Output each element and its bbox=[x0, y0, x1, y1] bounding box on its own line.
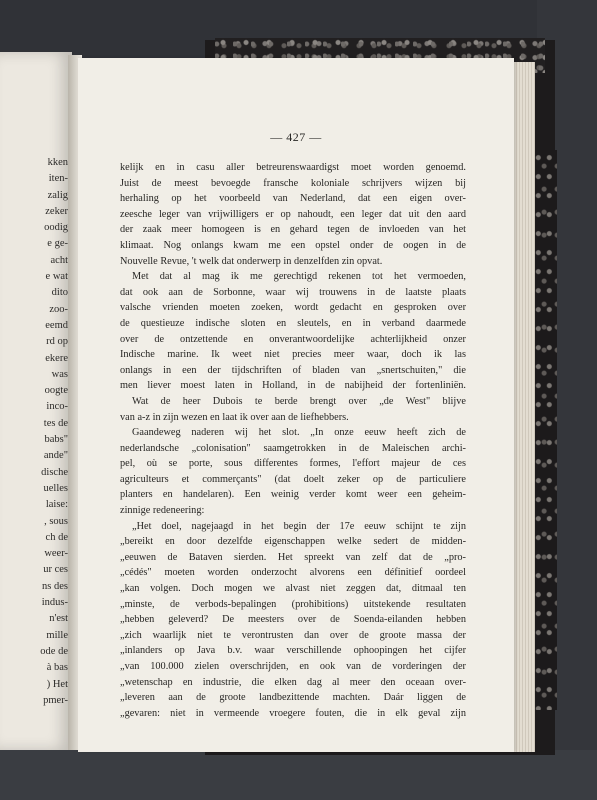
left-page-fragment: indus- bbox=[41, 597, 68, 609]
background-surface-bottom bbox=[0, 750, 597, 800]
text-line: planters en handelaren). Een weinig verder komt weer een geheim- bbox=[120, 489, 466, 501]
left-page-fragment: inco- bbox=[46, 401, 68, 413]
text-line: herhaling op het voorbeeld van Nederland, dat een eigen over- bbox=[120, 193, 466, 205]
text-line: „inlanders op Java b.v. waar verschillende ophoopingen het cijfer bbox=[120, 645, 466, 657]
text-line: onlangs in een der tijdschriften of bladen van „snertschuiten," die bbox=[120, 364, 466, 376]
left-page-fragment: ekere bbox=[45, 352, 68, 364]
left-page-fragment: acht bbox=[50, 254, 68, 266]
left-page-fragment: à bas bbox=[46, 662, 68, 674]
text-line: zinnige redeneering: bbox=[120, 505, 205, 517]
text-line: over de ontzettende en onverantwoordelijke achterlijkheid onzer bbox=[120, 333, 466, 345]
left-page-fragment: oodig bbox=[44, 222, 68, 234]
left-page-fragment: dito bbox=[51, 287, 68, 299]
left-page-fragment: zalig bbox=[47, 189, 68, 201]
text-line: Wat de heer Dubois te berde brengt over „de West" blijve bbox=[132, 395, 466, 407]
text-line: Gaandeweg naderen wij het slot. „In onze eeuw heeft zich de bbox=[132, 427, 466, 439]
text-line: „leveren aan de groote landbezittende machten. Daár liggen de bbox=[120, 692, 466, 704]
left-page-fragment: weer- bbox=[44, 548, 68, 560]
page-body-text bbox=[120, 160, 466, 721]
text-line: „Het doel, nagejaagd in het begin der 17e eeuw schijnt te zijn bbox=[132, 520, 466, 532]
text-line: Met dat al mag ik me gerechtigd rekenen tot het vermoeden, bbox=[132, 271, 466, 283]
text-line: Juist de meest bevoegde fransche koloniale schrijvers wijzen bij bbox=[120, 177, 466, 189]
left-page bbox=[0, 52, 72, 750]
left-page-fragment: oogte bbox=[44, 385, 68, 397]
text-line: der zaak meer homogeen is en gehard tegen de invloeden van het bbox=[120, 224, 466, 236]
left-page-fragment: e wat bbox=[45, 271, 68, 283]
text-line: „hebben geleverd? De meesters over de Soenda-eilanden hebben bbox=[120, 614, 466, 626]
left-page-fragment: ande" bbox=[43, 450, 68, 462]
left-page-fragment: ) Het bbox=[46, 678, 68, 690]
text-line: Indische marine. Ik weet niet precies meer waar, doch ik las bbox=[120, 349, 466, 361]
text-line: klimaat. Nog onlangs kwam me een opstel onder de oogen in de bbox=[120, 239, 466, 251]
left-page-fragment: eemd bbox=[45, 319, 68, 331]
left-page-fragment: kken bbox=[47, 157, 68, 168]
page-number: — 427 — bbox=[270, 130, 322, 144]
left-page-text bbox=[8, 155, 68, 709]
text-line: „bereikt en door dezelfde eigenschappen welke sedert de midden- bbox=[120, 536, 466, 548]
text-line: kelijk en in casu aller betreurenswaardigst moet worden genoemd. bbox=[120, 162, 466, 173]
left-page-fragment: n'est bbox=[49, 613, 68, 625]
left-page-fragment: , sous bbox=[44, 515, 68, 527]
marbled-cover-side bbox=[535, 150, 557, 710]
right-page bbox=[78, 58, 514, 752]
text-line: dat ook aan de Sorbonne, waar wij trouwens in de laatste plaats bbox=[120, 286, 466, 298]
left-page-fragment: e ge- bbox=[47, 238, 68, 250]
text-line: „wetenschap en industrie, die elken dag al meer den oceaan over- bbox=[120, 676, 466, 688]
left-page-fragment: iten- bbox=[48, 173, 68, 185]
left-page-fragment: rd op bbox=[46, 336, 68, 348]
left-page-fragment: uelles bbox=[43, 482, 68, 494]
text-line: men liever moest laten in Holland, in de nabijheid der fortenliniën. bbox=[120, 380, 466, 392]
left-page-fragment: dische bbox=[41, 466, 68, 478]
text-line: pel, où se porte, sous differentes formes, l'effort majeur de ces bbox=[120, 458, 466, 470]
text-line: de questieuze indische sloten en sleutels, en in verband daarmede bbox=[120, 317, 466, 329]
text-line: „van 100.000 zielen overschrijden, en ook van de vorderingen der bbox=[120, 661, 466, 672]
left-page-fragment: zoo- bbox=[49, 303, 68, 315]
text-line: zeesche leger van vrijwilligers er op nahoudt, een leger dat uit den aard bbox=[120, 208, 466, 220]
text-line: van a-z in zijn wezen en laat ik over aan de liefhebbers. bbox=[120, 411, 349, 423]
text-line: nederlandsche „colonisation" saamgetrokken in de Maleischen archi- bbox=[120, 442, 466, 454]
left-page-fragment: ode de bbox=[40, 645, 68, 657]
left-page-fragment: zeker bbox=[45, 205, 68, 217]
text-line: Nouvelle Revue, 't welk dat onderwerp in denzelfden zin opvat. bbox=[120, 255, 383, 267]
left-page-fragment: ns des bbox=[42, 580, 68, 592]
text-line: „eeuwen de Bataven sierden. Het spreekt van zelf dat de „pro- bbox=[120, 551, 466, 563]
left-page-fragment: babs" bbox=[44, 434, 68, 446]
left-page-fragment: tes de bbox=[43, 417, 68, 429]
text-line: „gevaren: niet in vermeende vroegere fouten, die in elk geval zijn bbox=[120, 707, 466, 719]
text-line: valsche vrienden moeten zoeken, wordt gedacht en gesproken over bbox=[120, 302, 466, 314]
left-page-fragment: was bbox=[51, 368, 68, 380]
left-page-fragment: mille bbox=[46, 629, 68, 641]
left-page-fragment: pmer- bbox=[43, 694, 68, 706]
text-line: „cédés" moeten worden onderzocht alvorens een définitief oordeel bbox=[120, 567, 466, 579]
left-page-fragment: ch de bbox=[45, 531, 68, 543]
text-line: agriculteurs et commerçants" (dat doelt zeker op de particuliere bbox=[120, 473, 466, 485]
text-line: „zich waarlijk niet te verontrusten dan over de groote massa der bbox=[120, 629, 466, 641]
left-page-fragment: ur ces bbox=[43, 564, 68, 576]
text-line: „kan volgen. Doch mogen we alvast niet zeggen dat, ditmaal ten bbox=[120, 583, 466, 595]
left-page-fragment: laise: bbox=[45, 499, 68, 511]
text-line: „minste, de verbods-bepalingen (prohibitions) uitstekende resultaten bbox=[120, 598, 466, 610]
